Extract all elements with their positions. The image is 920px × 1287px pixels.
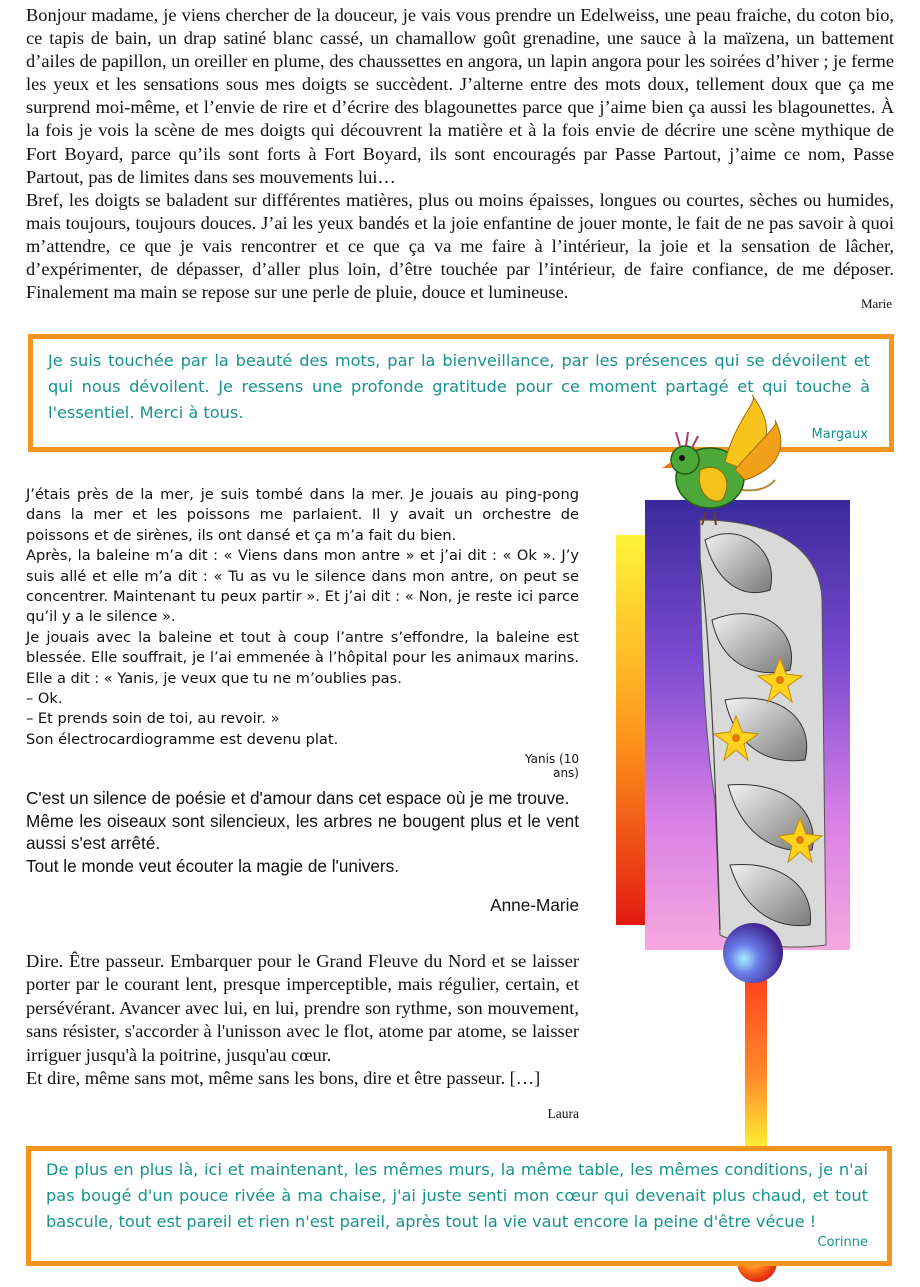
margaux-quote-text: Je suis touchée par la beauté des mots, par la bienveillance, par les présences qui se dévoilent et qui nous dévoilent. Je ressens une profonde gratitude pour ce moment partagé et qui touche à l'essentiel. Merci à tous. — [48, 351, 870, 422]
yanis-signature: Yanis (10 ans) — [525, 752, 579, 780]
annemarie-line: Même les oiseaux sont silencieux, les arbres ne bougent plus et le vent aussi s'est arrêté. — [26, 810, 579, 854]
yanis-line: – Et prends soin de toi, au revoir. » — [26, 710, 280, 728]
yanis-line: Après, la baleine m’a dit : « Viens dans mon antre » et j’ai dit : « Ok ». J’y suis allé et elle m’a dit : « Tu as vu le silence dans mon antre, on peut se concentrer. Maintenant tu peux partir ». Et j’ai dit : « Non, je reste ici parce qu’il y a le silence ». — [26, 547, 579, 626]
marie-signature: Marie — [860, 296, 892, 311]
annemarie-signature: Anne-Marie — [490, 895, 579, 915]
margaux-signature: Margaux — [811, 427, 868, 442]
yanis-line: Je jouais avec la baleine et tout à coup l’antre s’effondre, la baleine est blessée. Elle souffrait, je l’ai emmenée à l’hôpital pour les animaux marins. Elle a dit : « Yanis, je veux que tu ne m’oublies pas. — [26, 628, 579, 687]
orange-stick — [745, 965, 767, 1150]
laura-text — [26, 950, 579, 1090]
annemarie-line: C'est un silence de poésie et d'amour dans cet espace où je me trouve. — [26, 788, 570, 808]
marie-paragraph-2: Bref, les doigts se baladent sur différentes matières, plus ou moins épaisses, longues ou courtes, sèches ou humides, mais toujours, toujours douces. J’ai les yeux bandés et la joie enfantine de jouer monte, le fait de ne pas savoir à quoi m’attendre, ce que je vais rencontrer et ce que ça va me faire à l’intérieur, la joie et la sensation de lâcher, d’expérimenter, de dépasser, d’aller plus loin, d’être touchée par l’intérieur, de faire confiance, de me déposer. Finalement ma main se repose sur une perle de pluie, douce et lumineuse. — [26, 189, 894, 303]
laura-line: Dire. Être passeur. Embarquer pour le Grand Fleuve du Nord et se laisser porter par le courant lent, presque imperceptible, mais régulier, certain, et persévérant. Avancer avec lui, en lui, prendre son rythme, son mouvement, sans résister, s'accorder à l'unisson avec le flot, atome par atome, se laisser irriguer jusqu'à la poitrine, jusqu'au cœur. — [26, 951, 579, 1065]
yanis-line: J’étais près de la mer, je suis tombé dans la mer. Je jouais au ping-pong dans la mer et les poissons me parlaient. Il y avait un orchestre de poissons et de sirènes, ils ont dansé et ça m’a fait du bien. — [26, 486, 579, 544]
yanis-line: Son électrocardiogramme est devenu plat. — [26, 730, 339, 748]
marie-text — [26, 4, 894, 304]
corinne-signature: Corinne — [817, 1235, 868, 1250]
yanis-line: – Ok. — [26, 690, 63, 708]
laura-line: Et dire, même sans mot, même sans les bons, dire et être passeur. […] — [26, 1068, 541, 1089]
annemarie-line: Tout le monde veut écouter la magie de l'univers. — [26, 855, 400, 876]
laura-signature: Laura — [547, 1106, 579, 1121]
annemarie-text — [26, 787, 579, 877]
yanis-text — [26, 485, 579, 750]
corinne-quote-text: De plus en plus là, ici et maintenant, les mêmes murs, la même table, les mêmes conditions, je n'ai pas bougé d'un pouce rivée à ma chaise, j'ai juste senti mon cœur qui devenait plus chaud, et tout bascule, tout est pareil et rien n'est pareil, après tout la vie vaut encore la peine d'être vécue ! — [46, 1160, 868, 1231]
marie-paragraph-1: Bonjour madame, je viens chercher de la douceur, je vais vous prendre un Edelweiss, une peau fraiche, du coton bio, ce tapis de bain, un drap satiné blanc cassé, un chamallow goût grenadine, une sauce à la maïzena, un battement d’ailes de papillon, un oreiller en plume, des chaussettes en angora, un lapin angora pour les soirées d’hiver ; je ferme les yeux et les sensations sous mes doigts se succèdent. J’alterne entre des mots doux, tellement doux que ça me surprend moi-même, et l’envie de rire et d’écrire des blagounettes parce que j’aime bien ça aussi les blagounettes. À la fois je vois la scène de mes doigts qui découvrent la matière et à la fois envie de décrire une scène mythique de Fort Boyard, parce qu’ils sont forts à Fort Boyard, ils sont encouragés par Passe Partout, j’aime ce nom, Passe Partout, pas de limites dans ses mouvements lui… — [26, 5, 894, 187]
violet-sphere-icon — [723, 923, 783, 983]
